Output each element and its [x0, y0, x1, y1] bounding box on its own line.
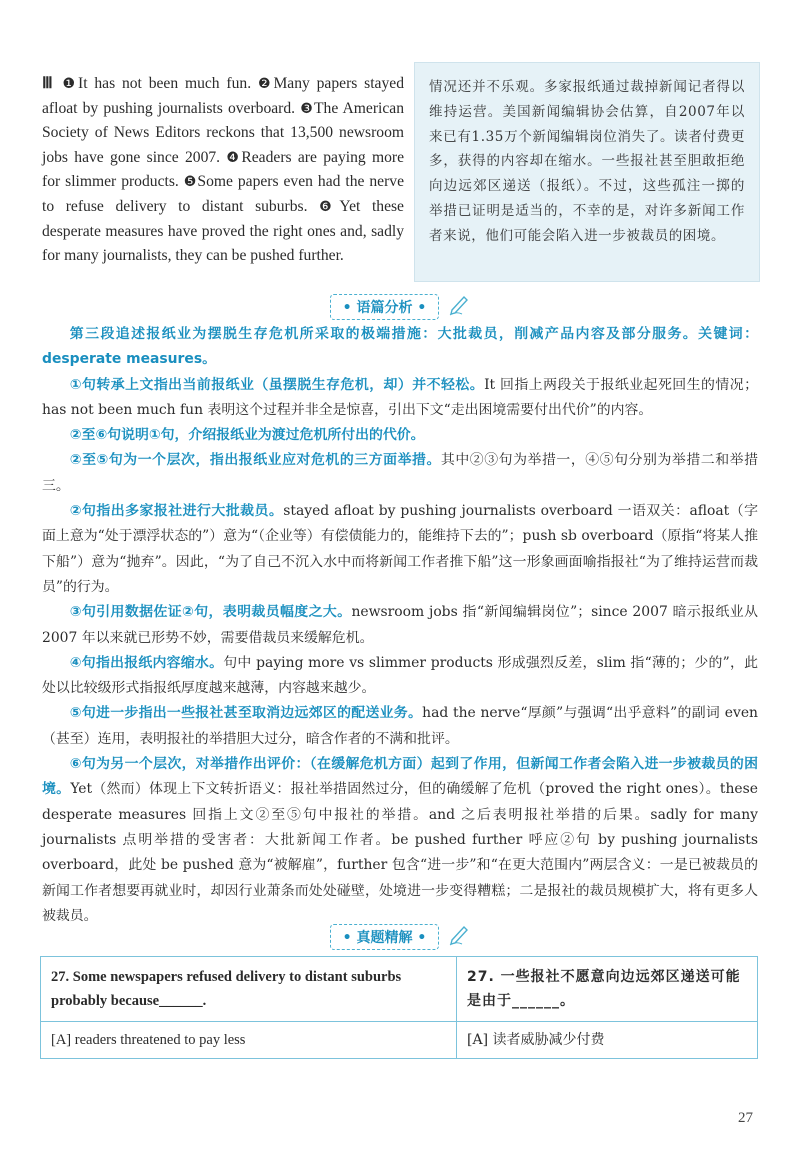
analysis-paragraph: ②至⑥句说明①句，介绍报纸业为渡过危机所付出的代价。 [69, 427, 425, 444]
sentence-number: ❹ [226, 149, 242, 166]
pen-icon [448, 295, 470, 321]
sentence-number: ❺ [183, 174, 198, 191]
question-cn: 27. 一些报社不愿意向边远郊区递送可能是由于______。 [457, 957, 758, 1022]
page-number: 27 [738, 1110, 753, 1126]
sentence-6: Yet these desperate measures have proved the right ones and, sadly for many journalists, they can be pushed further. [42, 197, 404, 265]
analysis-paragraph: ③句引用数据佐证②句，表明裁员幅度之大。newsroom jobs 指“新闻编辑岗位”；since 2007 暗示报纸业从 2007 年以来就已形势不妙，需要借裁员来缓解危机。 [42, 604, 758, 646]
table-row [41, 1022, 758, 1059]
section-heading-exam [0, 924, 800, 951]
sentence-number: ❶ [62, 76, 78, 92]
sentence-1: It has not been much fun. [78, 75, 252, 92]
analysis-body [42, 322, 758, 929]
sentence-number: ❻ [319, 198, 340, 215]
sentence-2: Many papers stayed afloat by pushing journalists overboard. [42, 75, 404, 117]
question-table [40, 956, 758, 1059]
question-en: 27. Some newspapers refused delivery to distant suburbs probably because______. [41, 957, 457, 1022]
sentence-5: Some papers even had the nerve to refuse delivery to distant suburbs. [42, 173, 405, 215]
analysis-paragraph: ⑤句进一步指出一些报社甚至取消边远郊区的配送业务。had the nerve“厚颜”与强调“出乎意料”的副词 even（甚至）连用，表明报社的举措胆大过分，暗含作者的不满和批评。 [42, 705, 758, 747]
pen-icon [448, 925, 470, 951]
section-label: • 真题精解 • [330, 924, 440, 950]
paragraph-marker: Ⅲ [42, 75, 56, 92]
analysis-paragraph: ⑥句为另一个层次，对举措作出评价：（在缓解危机方面）起到了作用，但新闻工作者会陷入进一步被裁员的困境。Yet（然而）体现上下文转折语义：报社举措固然过分，但的确缓解了危机（proved the right ones）。these desperate measures 回指上文②至⑤句中报社的举措。and 之后表明报社举措的后果。sadly for many journalists 点明举措的受害者：大批新闻工作者。be pushed further 呼应②句 by pushing journalists overboard，此处 be pushed 意为“被解雇”，further 包含“进一步”和“在更大范围内”两层含义：一是已被裁员的新闻工作者想要再就业时，却因行业萧条而处处碰壁，处境进一步变得糟糕；二是报社的裁员规模扩大，将有更多人被裁员。 [42, 756, 758, 924]
option-a-en: [A] readers threatened to pay less [41, 1022, 457, 1059]
english-passage [42, 72, 404, 269]
analysis-paragraph: ②句指出多家报社进行大批裁员。stayed afloat by pushing journalists overboard 一语双关：afloat（字面上意为“处于漂浮状态的”）意为“（企业等）有偿债能力的，能维持下去的”；push sb overboard（原指“将某人推下船”）意为“抛弃”。因此，“为了自己不沉入水中而将新闻工作者推下船”这一形象画面喻指报社“为了维持运营而裁员”的行为。 [42, 503, 759, 595]
table-row [41, 957, 758, 1022]
sentence-3: The American Society of News Editors reckons that 13,500 newsroom jobs have gone since 2007. [42, 99, 404, 166]
analysis-paragraph: ④句指出报纸内容缩水。句中 paying more vs slimmer products 形成强烈反差，slim 指“薄的；少的”，此处以比较级形式指报纸厚度越来越薄，内容越来越少。 [42, 654, 758, 697]
sentence-number: ❸ [300, 100, 314, 117]
analysis-paragraph: 第三段追述报纸业为摆脱生存危机所采取的极端措施：大批裁员，削减产品内容及部分服务。关键词：desperate measures。 [42, 326, 758, 368]
sentence-4: Readers are paying more for slimmer products. [42, 148, 405, 191]
translation-box [414, 62, 760, 282]
sentence-number: ❷ [257, 76, 274, 92]
analysis-paragraph: ①句转承上文指出当前报纸业（虽摆脱生存危机，却）并不轻松。It 回指上两段关于报纸业起死回生的情况；has not been much fun 表明这个过程并非全是惊喜，引出下文“走出困境需要付出代价”的内容。 [42, 376, 758, 418]
section-heading-analysis [0, 294, 800, 321]
section-label: • 语篇分析 • [330, 294, 440, 320]
translation-text: 情况还并不乐观。多家报纸通过裁掉新闻记者得以维持运营。美国新闻编辑协会估算，自2007年以来已有1.35万个新闻编辑岗位消失了。读者付费更多，获得的内容却在缩水。一些报社甚至胆敢拒绝向边远郊区递送（报纸）。不过，这些孤注一掷的举措已证明是适当的，不幸的是，对许多新闻工作者来说，他们可能会陷入进一步被裁员的困境。 [429, 79, 745, 244]
analysis-paragraph: ②至⑤句为一个层次，指出报纸业应对危机的三方面举措。其中②③句为举措一，④⑤句分别为举措二和举措三。 [42, 452, 758, 494]
option-a-cn: [A] 读者威胁减少付费 [457, 1022, 758, 1059]
